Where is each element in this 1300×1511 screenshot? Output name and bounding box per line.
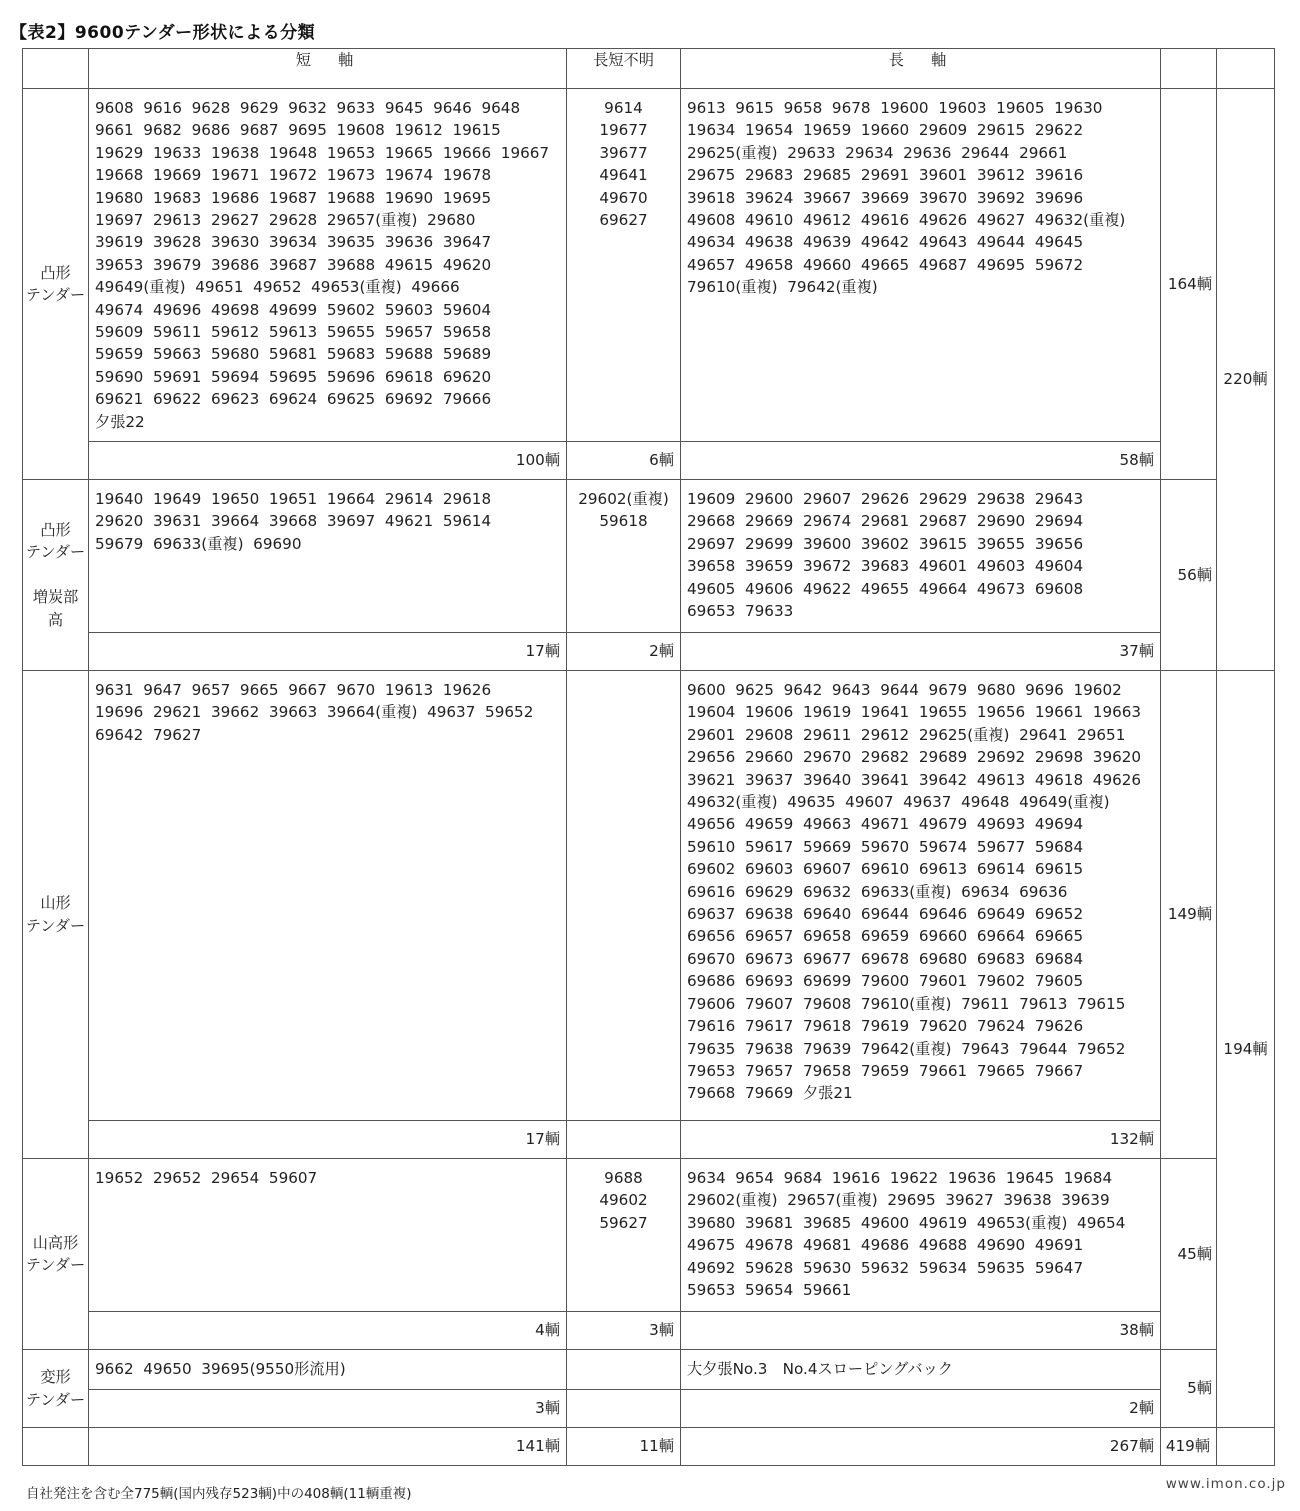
group-subtotal: 45輌 <box>1161 1159 1217 1350</box>
long-axle-count: 37輌 <box>681 633 1161 671</box>
shape-group-total: 194輌 <box>1217 671 1275 1428</box>
unknown-axle-count <box>567 1121 681 1159</box>
site-url: www.imon.co.jp <box>1165 1476 1286 1492</box>
short-axle-count: 17輌 <box>89 633 567 671</box>
long-axle-count: 132輌 <box>681 1121 1161 1159</box>
short-axle-count: 17輌 <box>89 1121 567 1159</box>
group-subtotal: 56輌 <box>1161 480 1217 671</box>
long-axle-total: 267輌 <box>681 1428 1161 1466</box>
group-label: 凸形 テンダー 増炭部 高 <box>23 480 89 671</box>
group-subtotal: 5輌 <box>1161 1350 1217 1428</box>
header-short-axle: 短 軸 <box>89 49 567 89</box>
header-long-axle: 長 軸 <box>681 49 1161 89</box>
long-axle-numbers: 大夕張No.3 No.4スローピングバック <box>681 1350 1161 1390</box>
long-axle-count: 38輌 <box>681 1312 1161 1350</box>
long-axle-numbers: 9634 9654 9684 19616 19622 19636 19645 19684 29602(重複) 29657(重複) 29695 39627 39638 39639 39680 39681 39685 49600 49619 49653(重複) 49654 49675 49678 49681 49686 49688 49690 49691 49692 59628 59630 59632 59634 59635 59647 59653 59654 59661 <box>681 1159 1161 1312</box>
unknown-axle-count <box>567 1390 681 1428</box>
short-axle-count: 100輌 <box>89 442 567 480</box>
short-axle-numbers: 19640 19649 19650 19651 19664 29614 29618 29620 39631 39664 39668 39697 49621 59614 59679 69633(重複) 69690 <box>89 480 567 633</box>
unknown-axle-total: 11輌 <box>567 1428 681 1466</box>
group-label: 凸形 テンダー <box>23 89 89 480</box>
header-corner <box>23 49 89 89</box>
long-axle-count: 58輌 <box>681 442 1161 480</box>
short-axle-total: 141輌 <box>89 1428 567 1466</box>
short-axle-count: 3輌 <box>89 1390 567 1428</box>
group-label: 山高形 テンダー <box>23 1159 89 1350</box>
footnote: 自社発注を含む全775輌(国内残存523輌)中の408輌(11輌重複) <box>26 1486 412 1502</box>
unknown-axle-count: 2輌 <box>567 633 681 671</box>
totals-label <box>23 1428 89 1466</box>
table-title: 【表2】9600テンダー形状による分類 <box>10 23 316 43</box>
group-subtotal: 164輌 <box>1161 89 1217 480</box>
header-subtotal <box>1161 49 1217 89</box>
long-axle-numbers: 19609 29600 29607 29626 29629 29638 29643 29668 29669 29674 29681 29687 29690 29694 29697 29699 39600 39602 39615 39655 39656 39658 39659 39672 39683 49601 49603 49604 49605 49606 49622 49655 49664 49673 69608 69653 79633 <box>681 480 1161 633</box>
long-axle-numbers: 9613 9615 9658 9678 19600 19603 19605 19630 19634 19654 19659 19660 29609 29615 29622 29625(重複) 29633 29634 29636 29644 29661 29675 29683 29685 29691 39601 39612 39616 39618 39624 39667 39669 39670 39692 39696 49608 49610 49612 49616 49626 49627 49632(重複) 49634 49638 49639 49642 49643 49644 49645 49657 49658 49660 49665 49687 49695 59672 79610(重複) 79642(重複) <box>681 89 1161 442</box>
short-axle-numbers: 9662 49650 39695(9550形流用) <box>89 1350 567 1390</box>
group-label: 山形 テンダー <box>23 671 89 1159</box>
group-label: 変形 テンダー <box>23 1350 89 1428</box>
short-axle-numbers: 9631 9647 9657 9665 9667 9670 19613 19626 19696 29621 39662 39663 39664(重複) 49637 59652 69642 79627 <box>89 671 567 1121</box>
unknown-axle-count: 3輌 <box>567 1312 681 1350</box>
unknown-axle-numbers <box>567 1350 681 1390</box>
shape-group-total: 220輌 <box>1217 89 1275 671</box>
tender-classification-table <box>22 48 1275 1466</box>
short-axle-numbers: 19652 29652 29654 59607 <box>89 1159 567 1312</box>
unknown-axle-numbers: 9614 19677 39677 49641 49670 69627 <box>567 89 681 442</box>
totals-empty <box>1217 1428 1275 1466</box>
unknown-axle-numbers <box>567 671 681 1121</box>
long-axle-numbers: 9600 9625 9642 9643 9644 9679 9680 9696 19602 19604 19606 19619 19641 19655 19656 19661 19663 29601 29608 29611 29612 29625(重複) 29641 29651 29656 29660 29670 29682 29689 29692 29698 39620 39621 39637 39640 39641 39642 49613 49618 49626 49632(重複) 49635 49607 49637 49648 49649(重複) 49656 49659 49663 49671 49679 49693 49694 59610 59617 59669 59670 59674 59677 59684 69602 69603 69607 69610 69613 69614 69615 69616 69629 69632 69633(重複) 69634 69636 69637 69638 69640 69644 69646 69649 69652 69656 69657 69658 69659 69660 69664 69665 69670 69673 69677 69678 69680 69683 69684 69686 69693 69699 79600 79601 79602 79605 79606 79607 79608 79610(重複) 79611 79613 79615 79616 79617 79618 79619 79620 79624 79626 79635 79638 79639 79642(重複) 79643 79644 79652 79653 79657 79658 79659 79661 79665 79667 79668 79669 夕張21 <box>681 671 1161 1121</box>
group-subtotal: 149輌 <box>1161 671 1217 1159</box>
grand-total: 419輌 <box>1161 1428 1217 1466</box>
unknown-axle-numbers: 9688 49602 59627 <box>567 1159 681 1312</box>
short-axle-count: 4輌 <box>89 1312 567 1350</box>
short-axle-numbers: 9608 9616 9628 9629 9632 9633 9645 9646 9648 9661 9682 9686 9687 9695 19608 19612 19615 19629 19633 19638 19648 19653 19665 19666 19667 19668 19669 19671 19672 19673 19674 19678 19680 19683 19686 19687 19688 19690 19695 19697 29613 29627 29628 29657(重複) 29680 39619 39628 39630 39634 39635 39636 39647 39653 39679 39686 39687 39688 49615 49620 49649(重複) 49651 49652 49653(重複) 49666 49674 49696 49698 49699 59602 59603 59604 59609 59611 59612 59613 59655 59657 59658 59659 59663 59680 59681 59683 59688 59689 59690 59691 59694 59695 59696 69618 69620 69621 69622 69623 69624 69625 69692 79666 夕張22 <box>89 89 567 442</box>
header-unknown-axle: 長短不明 <box>567 49 681 89</box>
header-grouptotal <box>1217 49 1275 89</box>
unknown-axle-count: 6輌 <box>567 442 681 480</box>
long-axle-count: 2輌 <box>681 1390 1161 1428</box>
unknown-axle-numbers: 29602(重複) 59618 <box>567 480 681 633</box>
